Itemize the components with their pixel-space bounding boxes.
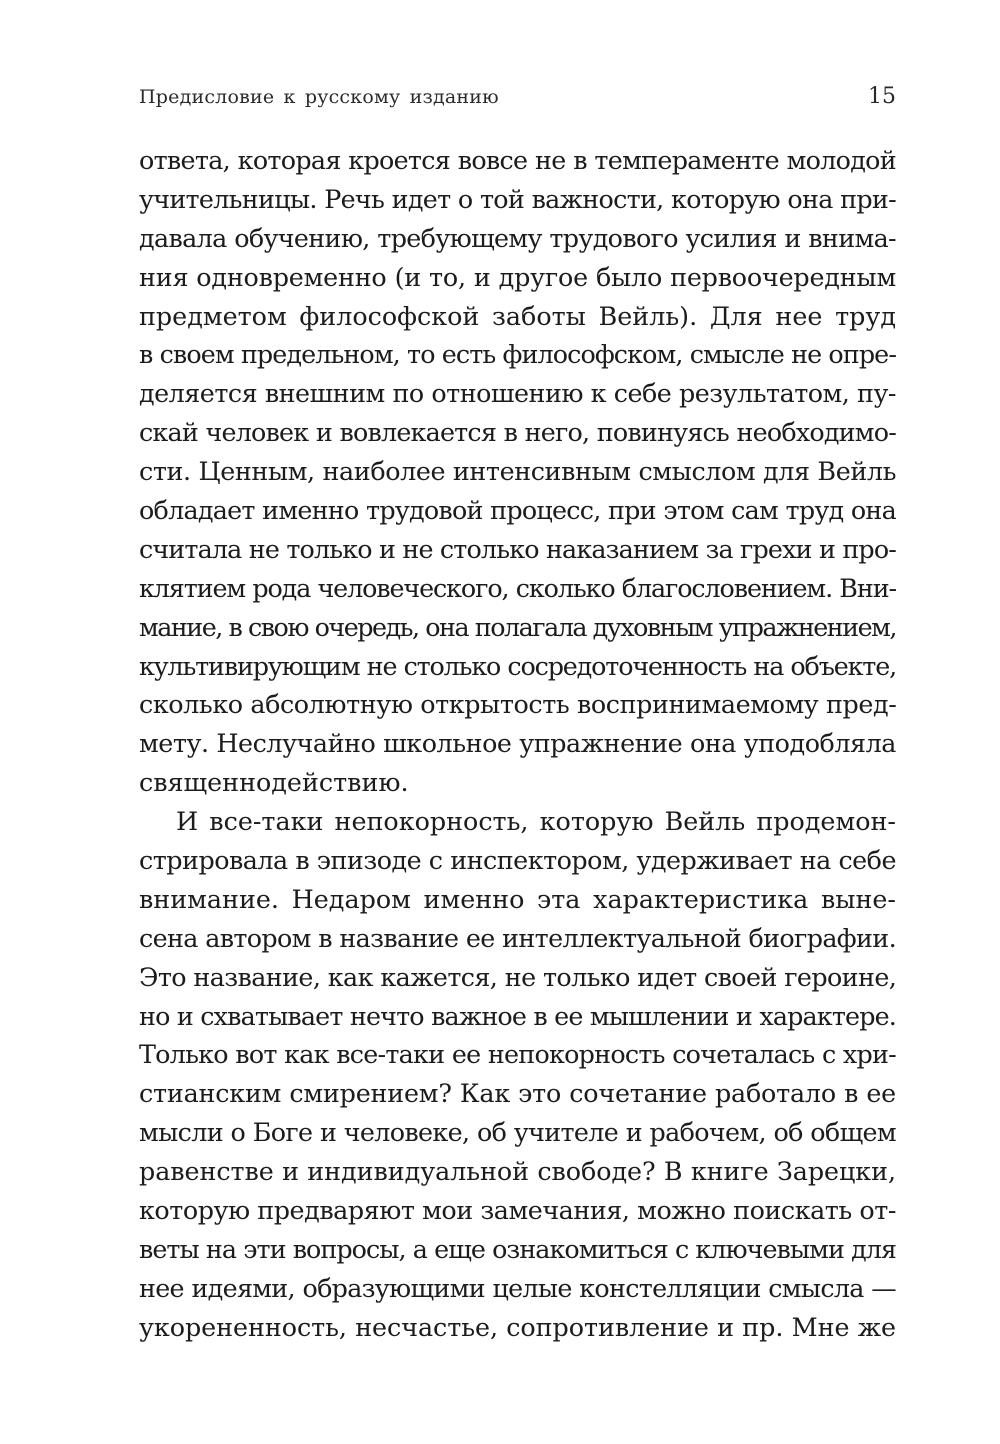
text-line: сти. Ценным, наиболее интенсивным смыслом для Вейль xyxy=(139,456,896,487)
text-line: сена автором в название ее интеллектуальной биографии. xyxy=(139,922,896,953)
text-line: стианским смирением? Как это сочетание работало в ее xyxy=(139,1078,896,1109)
body-text xyxy=(139,141,896,1347)
text-line: ответа, которая кроется вовсе не в темпераменте молодой xyxy=(139,145,896,175)
paragraph xyxy=(139,141,896,802)
text-line: мание, в свою очередь, она полагала духовным упражнением, xyxy=(139,611,896,642)
text-line: обладает именно трудовой процесс, при этом сам труд она xyxy=(139,495,896,526)
text-line: учительницы. Речь идет о той важности, которую она при- xyxy=(139,183,896,214)
text-line: давала обучению, требующему трудового усилия и внима- xyxy=(139,222,896,253)
text-line: считала не только и не столько наказанием за грехи и про- xyxy=(139,533,896,564)
text-line: веты на эти вопросы, а еще ознакомиться с ключевыми для xyxy=(139,1233,896,1264)
text-line: укорененность, несчастье, сопротивление и пр. Мне же xyxy=(139,1311,896,1342)
text-line: мысли о Боге и человеке, об учителе и рабочем, об общем xyxy=(139,1117,896,1148)
text-line: стрировала в эпизоде с инспектором, удерживает на себе xyxy=(139,845,896,876)
text-line: деляется внешним по отношению к себе результатом, пу- xyxy=(139,378,896,409)
running-title: Предисловие к русскому изданию xyxy=(139,86,499,108)
text-line: ния одновременно (и то, и другое было первоочередным xyxy=(139,261,896,292)
paragraph xyxy=(139,802,896,1346)
text-line: которую предваряют мои замечания, можно поискать от- xyxy=(139,1195,896,1226)
page-number: 15 xyxy=(868,84,896,109)
text-line: но и схватывает нечто важное в ее мышлении и характере. xyxy=(139,1000,896,1031)
running-header xyxy=(139,84,896,114)
text-line: предметом философской заботы Вейль). Для нее труд xyxy=(139,300,896,331)
text-line: культивирующим не столько сосредоточенность на объекте, xyxy=(139,650,896,681)
text-line: священнодействию. xyxy=(139,767,409,798)
text-line: Только вот как все-таки ее непокорность сочеталась с хри- xyxy=(139,1039,896,1070)
text-line: мету. Неслучайно школьное упражнение она уподобляла xyxy=(139,728,896,759)
text-line: клятием рода человеческого, сколько благословением. Вни- xyxy=(139,572,896,603)
text-line: внимание. Недаром именно эта характеристика выне- xyxy=(139,883,896,914)
text-line: равенстве и индивидуальной свободе? В книге Зарецки, xyxy=(139,1156,896,1187)
text-line: нее идеями, образующими целые констелляции смысла — xyxy=(139,1272,896,1303)
text-line: сколько абсолютную открытость воспринимаемому пред- xyxy=(139,689,896,720)
text-line: скай человек и вовлекается в него, повинуясь необходимо- xyxy=(139,417,896,448)
text-line: Это название, как кажется, не только идет своей героине, xyxy=(139,961,896,992)
text-line: И все-таки непокорность, которую Вейль продемон- xyxy=(176,806,896,837)
text-line: в своем предельном, то есть философском, смысле не опре- xyxy=(139,339,896,370)
